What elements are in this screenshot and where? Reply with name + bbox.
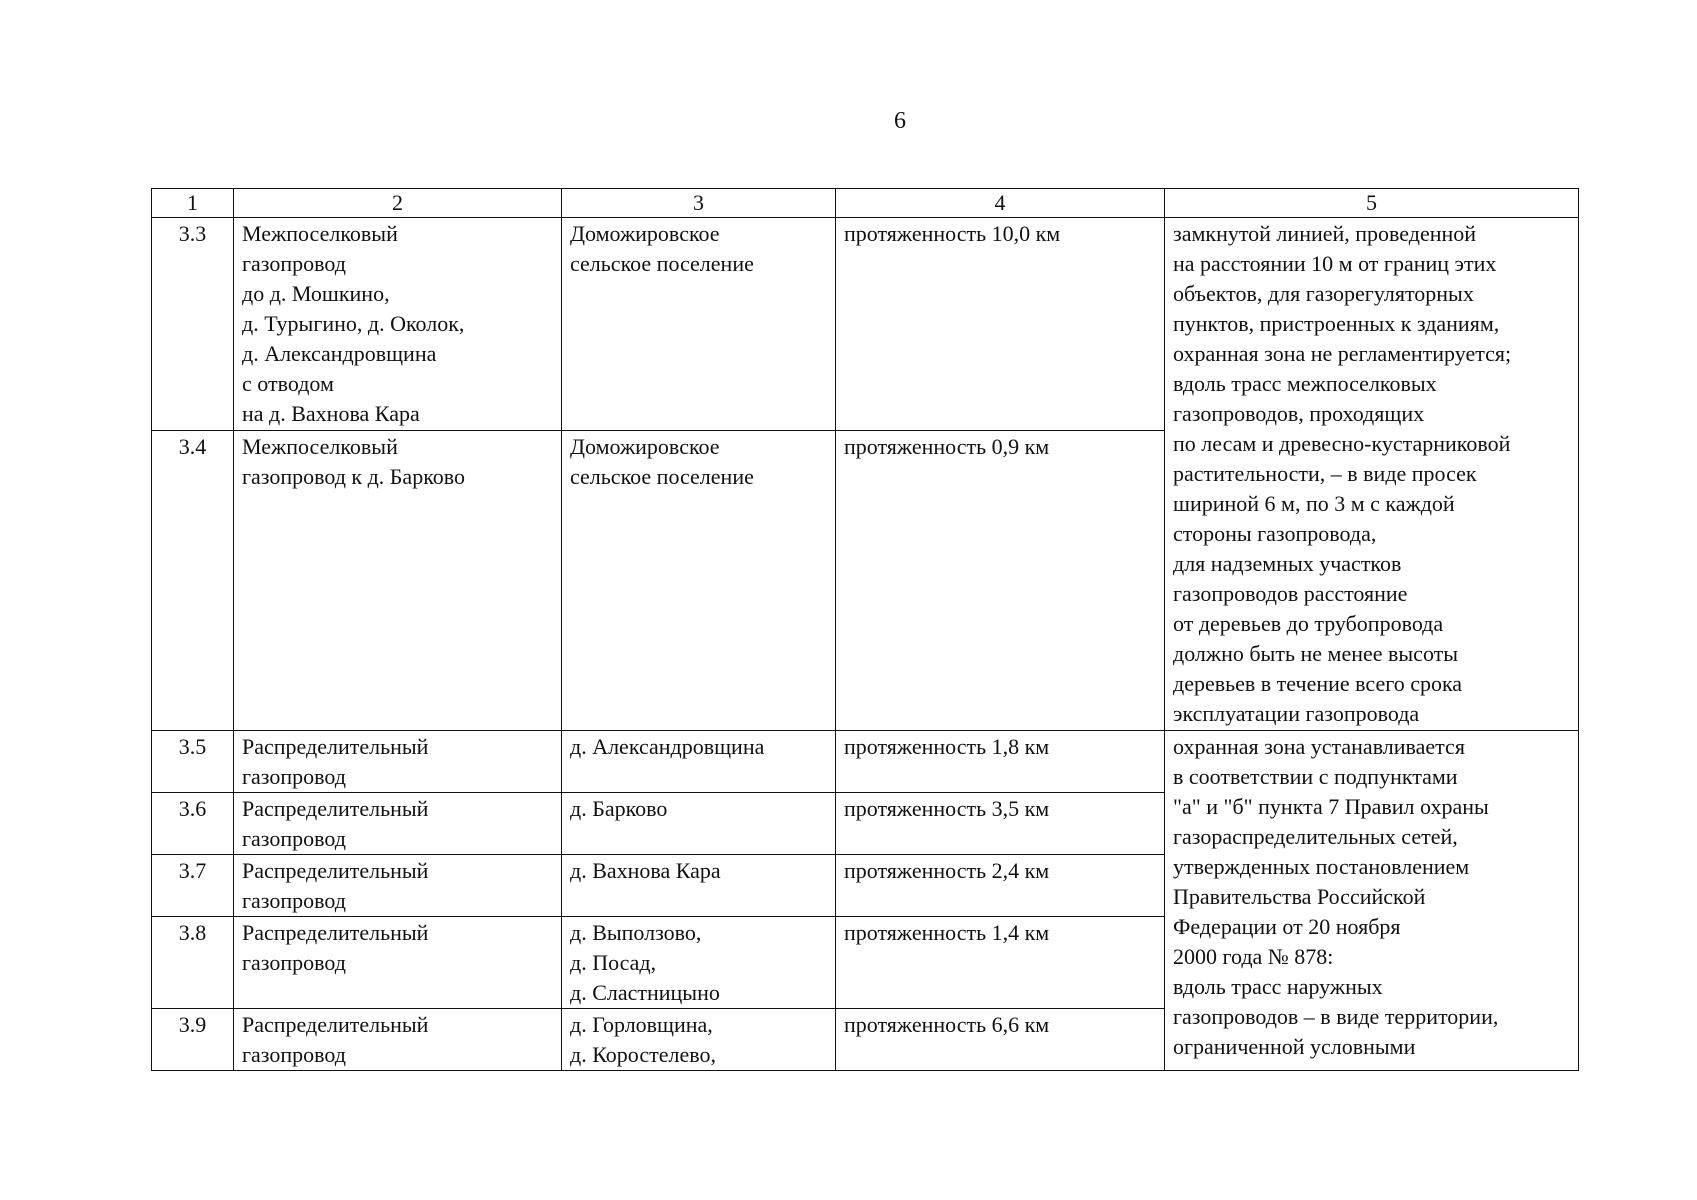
protection-zone-text-a: замкнутой линией, проведенной на расстоянии 10 м от границ этих объектов, для газорегуляторных пунктов, пристроенных к зданиям, охранная зона не регламентируется; вдоль трасс межпоселковых газопроводов, проходящих по лесам и древесно-кустарниковой растительности, – в виде просек шириной 6 м, по 3 м с каждой стороны газопровода, для надземных участков газопроводов расстояние от деревьев до трубопровода должно быть не менее высоты деревьев в течение всего срока эксплуатации газопровода — [1165, 218, 1579, 731]
row-number: 3.5 — [152, 731, 234, 793]
object-name: Распределительный газопровод — [234, 793, 562, 855]
object-location: д. Александровщина — [562, 731, 836, 793]
row-number: 3.9 — [152, 1009, 234, 1071]
object-length: протяженность 2,4 км — [836, 855, 1165, 917]
row-number: 3.8 — [152, 917, 234, 1009]
pipelines-table — [151, 188, 1579, 1071]
column-header-1: 1 — [152, 189, 234, 218]
table-row — [152, 218, 1579, 431]
object-name: Межпоселковый газопровод к д. Барково — [234, 431, 562, 731]
object-location: д. Барково — [562, 793, 836, 855]
column-header-4: 4 — [836, 189, 1165, 218]
object-location: д. Горловщина, д. Коростелево, — [562, 1009, 836, 1071]
object-location: д. Вахнова Кара — [562, 855, 836, 917]
table-header-row — [152, 189, 1579, 218]
object-location: д. Выползово, д. Посад, д. Сластницыно — [562, 917, 836, 1009]
table-row — [152, 731, 1579, 793]
object-length: протяженность 10,0 км — [836, 218, 1165, 431]
row-number: 3.6 — [152, 793, 234, 855]
object-name: Распределительный газопровод — [234, 917, 562, 1009]
column-header-2: 2 — [234, 189, 562, 218]
object-location: Доможировское сельское поселение — [562, 431, 836, 731]
protection-zone-text-b: охранная зона устанавливается в соответствии с подпунктами "а" и "б" пункта 7 Правил охраны газораспределительных сетей, утвержденных постановлением Правительства Российской Федерации от 20 ноября 2000 года № 878: вдоль трасс наружных газопроводов – в виде территории, ограниченной условными — [1165, 731, 1579, 1071]
column-header-5: 5 — [1165, 189, 1579, 218]
object-length: протяженность 6,6 км — [836, 1009, 1165, 1071]
row-number: 3.4 — [152, 431, 234, 731]
object-length: протяженность 0,9 км — [836, 431, 1165, 731]
column-header-3: 3 — [562, 189, 836, 218]
row-number: 3.3 — [152, 218, 234, 431]
object-location: Доможировское сельское поселение — [562, 218, 836, 431]
object-name: Межпоселковый газопровод до д. Мошкино, д. Турыгино, д. Околок, д. Александровщина с отводом на д. Вахнова Кара — [234, 218, 562, 431]
page-number: 6 — [894, 108, 906, 134]
object-name: Распределительный газопровод — [234, 855, 562, 917]
object-name: Распределительный газопровод — [234, 731, 562, 793]
object-length: протяженность 1,4 км — [836, 917, 1165, 1009]
object-length: протяженность 1,8 км — [836, 731, 1165, 793]
object-name: Распределительный газопровод — [234, 1009, 562, 1071]
object-length: протяженность 3,5 км — [836, 793, 1165, 855]
row-number: 3.7 — [152, 855, 234, 917]
